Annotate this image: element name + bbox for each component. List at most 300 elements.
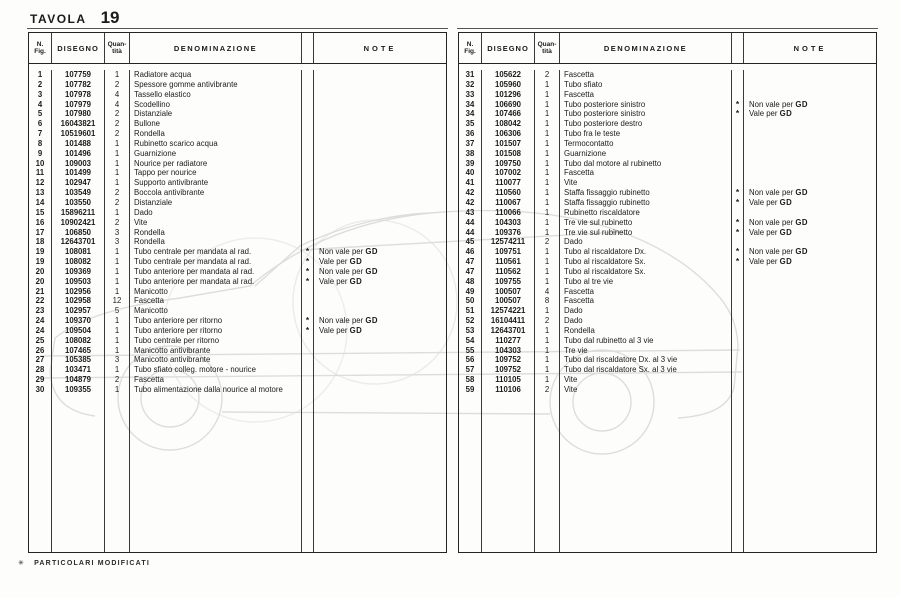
disegno-cell: 108081 bbox=[52, 247, 105, 257]
note-cell bbox=[314, 90, 446, 100]
note-cell bbox=[314, 218, 446, 228]
denominazione-cell: Tubo anteriore per ritorno bbox=[130, 316, 302, 326]
note-code: GD bbox=[365, 316, 378, 326]
header-disegno: DISEGNO bbox=[52, 33, 105, 63]
fig-number-cell: 59 bbox=[459, 385, 482, 395]
denominazione-cell: Tubo fra le teste bbox=[560, 129, 732, 139]
note-star-cell bbox=[732, 159, 744, 169]
denominazione-cell: Distanziale bbox=[130, 109, 302, 119]
quantity-cell: 1 bbox=[105, 70, 130, 80]
denominazione-cell: Spessore gomme antivibrante bbox=[130, 80, 302, 90]
note-cell: Non vale per GD bbox=[749, 188, 808, 198]
quantity-cell: 2 bbox=[105, 129, 130, 139]
fig-number-cell: 18 bbox=[29, 237, 52, 247]
fig-number-cell: 19 bbox=[29, 257, 52, 267]
disegno-cell: 109003 bbox=[52, 159, 105, 169]
note-cell bbox=[314, 296, 446, 306]
disegno-cell: 102956 bbox=[52, 287, 105, 297]
note-star-cell: * bbox=[732, 218, 744, 228]
fig-number-cell: 33 bbox=[459, 90, 482, 100]
note-cell: Non vale per GD bbox=[749, 247, 808, 257]
quantity-cell: 1 bbox=[535, 109, 560, 119]
disegno-cell: 102957 bbox=[52, 306, 105, 316]
denominazione-cell: Tassello elastico bbox=[130, 90, 302, 100]
note-cell: Vale per GD bbox=[319, 276, 363, 286]
header-quantita: Quan- tità bbox=[105, 33, 130, 63]
quantity-cell: 1 bbox=[535, 139, 560, 149]
denominazione-cell: Tubo alimentazione dalla nourice al motore bbox=[130, 385, 302, 395]
disegno-cell: 105622 bbox=[482, 70, 535, 80]
fig-number-cell: 42 bbox=[459, 198, 482, 208]
parts-table-right bbox=[458, 32, 877, 553]
disegno-cell: 107759 bbox=[52, 70, 105, 80]
disegno-cell: 103471 bbox=[52, 365, 105, 375]
note-star-cell: * bbox=[302, 267, 314, 277]
denominazione-cell: Manicotto antivibrante bbox=[130, 355, 302, 365]
fig-number-cell: 10 bbox=[29, 159, 52, 169]
disegno-cell: 106850 bbox=[52, 228, 105, 238]
disegno-cell: 107782 bbox=[52, 80, 105, 90]
note-star-cell bbox=[732, 385, 744, 395]
note-code: GD bbox=[365, 266, 378, 276]
note-star-cell bbox=[732, 326, 744, 336]
denominazione-cell: Tubo al riscaldatore Sx. bbox=[560, 257, 732, 267]
filler-cell bbox=[560, 395, 732, 552]
header-star-column bbox=[732, 33, 744, 63]
fig-number-cell: 35 bbox=[459, 119, 482, 129]
quantity-cell: 1 bbox=[105, 316, 130, 326]
quantity-cell: 1 bbox=[535, 178, 560, 188]
disegno-cell: 101507 bbox=[482, 139, 535, 149]
disegno-cell: 101499 bbox=[52, 168, 105, 178]
denominazione-cell: Tubo al tre vie bbox=[560, 277, 732, 287]
quantity-cell: 1 bbox=[105, 159, 130, 169]
note-star-cell: * bbox=[732, 228, 744, 238]
note-star-cell: * bbox=[302, 257, 314, 267]
note-cell bbox=[314, 228, 446, 238]
quantity-cell: 1 bbox=[535, 267, 560, 277]
note-star-cell bbox=[732, 296, 744, 306]
note-cell bbox=[314, 178, 446, 188]
note-cell bbox=[744, 336, 876, 346]
quantity-cell: 2 bbox=[535, 385, 560, 395]
note-cell bbox=[314, 306, 446, 316]
quantity-cell: 1 bbox=[535, 149, 560, 159]
fig-number-cell: 25 bbox=[29, 336, 52, 346]
disegno-cell: 103550 bbox=[52, 198, 105, 208]
note-code: GD bbox=[795, 217, 808, 227]
note-code: GD bbox=[349, 325, 363, 335]
disegno-cell: 109752 bbox=[482, 365, 535, 375]
disegno-cell: 109750 bbox=[482, 159, 535, 169]
note-cell bbox=[744, 90, 876, 100]
note-star-cell bbox=[302, 346, 314, 356]
denominazione-cell: Tre vie bbox=[560, 346, 732, 356]
note-star-cell: * bbox=[732, 198, 744, 208]
fig-number-cell: 50 bbox=[459, 296, 482, 306]
quantity-cell: 1 bbox=[535, 346, 560, 356]
quantity-cell: 1 bbox=[105, 277, 130, 287]
quantity-cell: 1 bbox=[535, 306, 560, 316]
note-cell bbox=[314, 168, 446, 178]
quantity-cell: 5 bbox=[105, 306, 130, 316]
quantity-cell: 1 bbox=[535, 257, 560, 267]
denominazione-cell: Tubo anteriore per mandata al rad. bbox=[130, 277, 302, 287]
note-star-cell bbox=[302, 306, 314, 316]
filler-cell bbox=[302, 395, 314, 552]
note-star-cell: * bbox=[732, 247, 744, 257]
note-star-cell bbox=[732, 90, 744, 100]
table-header bbox=[29, 33, 446, 64]
header-quantita: Quan- tità bbox=[535, 33, 560, 63]
disegno-cell: 100507 bbox=[482, 296, 535, 306]
quantity-cell: 1 bbox=[535, 228, 560, 238]
quantity-cell: 1 bbox=[535, 100, 560, 110]
note-star-cell bbox=[732, 149, 744, 159]
note-code: GD bbox=[779, 257, 793, 267]
note-star-cell bbox=[302, 139, 314, 149]
note-cell bbox=[314, 70, 446, 80]
disegno-cell: 102947 bbox=[52, 178, 105, 188]
disegno-cell: 109376 bbox=[482, 228, 535, 238]
denominazione-cell: Fascetta bbox=[560, 296, 732, 306]
quantity-cell: 2 bbox=[535, 237, 560, 247]
filler-cell bbox=[314, 395, 446, 552]
denominazione-cell: Rubinetto riscaldatore bbox=[560, 208, 732, 218]
quantity-cell: 3 bbox=[105, 228, 130, 238]
fig-number-cell: 20 bbox=[29, 277, 52, 287]
quantity-cell: 1 bbox=[535, 198, 560, 208]
fig-number-cell: 32 bbox=[459, 80, 482, 90]
quantity-cell: 1 bbox=[105, 326, 130, 336]
note-star-cell bbox=[302, 218, 314, 228]
disegno-cell: 101296 bbox=[482, 90, 535, 100]
disegno-cell: 107002 bbox=[482, 168, 535, 178]
disegno-cell: 12574211 bbox=[482, 237, 535, 247]
quantity-cell: 1 bbox=[535, 188, 560, 198]
quantity-cell: 1 bbox=[105, 267, 130, 277]
fig-number-cell: 12 bbox=[29, 178, 52, 188]
disegno-cell: 107465 bbox=[52, 346, 105, 356]
note-star-cell bbox=[302, 237, 314, 247]
note-cell bbox=[744, 277, 876, 287]
note-cell: Non vale per GD bbox=[319, 266, 378, 276]
quantity-cell: 1 bbox=[535, 336, 560, 346]
quantity-cell: 2 bbox=[535, 316, 560, 326]
note-cell: Vale per GD bbox=[319, 257, 363, 267]
quantity-cell: 1 bbox=[105, 139, 130, 149]
disegno-cell: 110562 bbox=[482, 267, 535, 277]
disegno-cell: 10519601 bbox=[52, 129, 105, 139]
fig-number-cell: 31 bbox=[459, 70, 482, 80]
denominazione-cell: Tubo posteriore destro bbox=[560, 119, 732, 129]
fig-number-cell: 17 bbox=[29, 228, 52, 238]
note-cell bbox=[744, 80, 876, 90]
disegno-cell: 108042 bbox=[482, 119, 535, 129]
note-star-cell bbox=[732, 346, 744, 356]
quantity-cell: 1 bbox=[535, 159, 560, 169]
fig-number-cell: 47 bbox=[459, 267, 482, 277]
fig-number-cell: 34 bbox=[459, 100, 482, 110]
fig-number-cell: 3 bbox=[29, 90, 52, 100]
note-star-cell: * bbox=[732, 257, 744, 267]
note-star-cell bbox=[302, 365, 314, 375]
quantity-cell: 1 bbox=[535, 218, 560, 228]
denominazione-cell: Nourice per radiatore bbox=[130, 159, 302, 169]
note-cell: Vale per GD bbox=[749, 197, 793, 207]
quantity-cell: 1 bbox=[105, 287, 130, 297]
quantity-cell: 1 bbox=[105, 149, 130, 159]
disegno-cell: 108082 bbox=[52, 257, 105, 267]
header-disegno: DISEGNO bbox=[482, 33, 535, 63]
denominazione-cell: Tubo al riscaldatore Sx. bbox=[560, 267, 732, 277]
note-code: GD bbox=[795, 188, 808, 198]
footnote bbox=[18, 559, 150, 567]
table-body-right bbox=[459, 64, 876, 552]
disegno-cell: 101488 bbox=[52, 139, 105, 149]
note-cell bbox=[744, 316, 876, 326]
denominazione-cell: Tubo dal rubinetto al 3 vie bbox=[560, 336, 732, 346]
fig-number-cell: 22 bbox=[29, 296, 52, 306]
disegno-cell: 107979 bbox=[52, 100, 105, 110]
fig-number-cell: 42 bbox=[459, 188, 482, 198]
note-star-cell: * bbox=[302, 247, 314, 257]
fig-number-cell: 48 bbox=[459, 277, 482, 287]
denominazione-cell: Radiatore acqua bbox=[130, 70, 302, 80]
fig-number-cell: 41 bbox=[459, 178, 482, 188]
quantity-cell: 1 bbox=[105, 208, 130, 218]
denominazione-cell: Rubinetto scarico acqua bbox=[130, 139, 302, 149]
note-cell bbox=[744, 326, 876, 336]
disegno-cell: 109752 bbox=[482, 355, 535, 365]
fig-number-cell: 51 bbox=[459, 306, 482, 316]
note-cell: Non vale per GD bbox=[319, 247, 378, 257]
note-cell: Non vale per GD bbox=[749, 217, 808, 227]
note-cell bbox=[744, 159, 876, 169]
note-cell bbox=[314, 188, 446, 198]
disegno-cell: 12574221 bbox=[482, 306, 535, 316]
filler-cell bbox=[732, 395, 744, 552]
denominazione-cell: Vite bbox=[130, 218, 302, 228]
fig-number-cell: 14 bbox=[29, 198, 52, 208]
fig-number-cell: 56 bbox=[459, 355, 482, 365]
quantity-cell: 2 bbox=[105, 109, 130, 119]
disegno-cell: 10902421 bbox=[52, 218, 105, 228]
denominazione-cell: Tubo sfiato bbox=[560, 80, 732, 90]
note-cell bbox=[744, 139, 876, 149]
fig-number-cell: 54 bbox=[459, 336, 482, 346]
disegno-cell: 102958 bbox=[52, 296, 105, 306]
denominazione-cell: Tre vie sul rubinetto bbox=[560, 218, 732, 228]
note-cell: Vale per GD bbox=[319, 325, 363, 335]
quantity-cell: 12 bbox=[105, 296, 130, 306]
header-note: NOTE bbox=[793, 43, 827, 53]
note-cell bbox=[314, 100, 446, 110]
disegno-cell: 16043821 bbox=[52, 119, 105, 129]
denominazione-cell: Tubo anteriore per mandata al rad. bbox=[130, 267, 302, 277]
fig-number-cell: 43 bbox=[459, 208, 482, 218]
fig-number-cell: 47 bbox=[459, 257, 482, 267]
note-star-cell bbox=[302, 296, 314, 306]
quantity-cell: 2 bbox=[105, 80, 130, 90]
footnote-text: PARTICOLARI MODIFICATI bbox=[34, 559, 151, 567]
fig-number-cell: 49 bbox=[459, 287, 482, 297]
denominazione-cell: Tubo centrale per mandata al rad. bbox=[130, 257, 302, 267]
denominazione-cell: Guarnizione bbox=[130, 149, 302, 159]
denominazione-cell: Termocontatto bbox=[560, 139, 732, 149]
fig-number-cell: 6 bbox=[29, 119, 52, 129]
disegno-cell: 16104411 bbox=[482, 316, 535, 326]
note-star-cell bbox=[302, 336, 314, 346]
note-star-cell bbox=[732, 355, 744, 365]
note-star-cell bbox=[732, 208, 744, 218]
note-star-cell bbox=[302, 90, 314, 100]
fig-number-cell: 37 bbox=[459, 139, 482, 149]
denominazione-cell: Rondella bbox=[130, 129, 302, 139]
denominazione-cell: Tubo centrale per mandata al rad. bbox=[130, 247, 302, 257]
disegno-cell: 104879 bbox=[52, 375, 105, 385]
quantity-cell: 1 bbox=[535, 208, 560, 218]
denominazione-cell: Rondella bbox=[560, 326, 732, 336]
denominazione-cell: Dado bbox=[560, 237, 732, 247]
fig-number-cell: 16 bbox=[29, 218, 52, 228]
quantity-cell: 4 bbox=[105, 90, 130, 100]
note-star-cell bbox=[732, 129, 744, 139]
denominazione-cell: Bullone bbox=[130, 119, 302, 129]
note-star-cell: * bbox=[302, 326, 314, 336]
fig-number-cell: 58 bbox=[459, 375, 482, 385]
fig-number-cell: 23 bbox=[29, 306, 52, 316]
disegno-cell: 109755 bbox=[482, 277, 535, 287]
fig-number-cell: 11 bbox=[29, 168, 52, 178]
header-denominazione: DENOMINAZIONE bbox=[130, 33, 302, 63]
disegno-cell: 15896211 bbox=[52, 208, 105, 218]
note-cell bbox=[314, 80, 446, 90]
note-star-cell bbox=[302, 149, 314, 159]
disegno-cell: 109751 bbox=[482, 247, 535, 257]
note-cell bbox=[744, 149, 876, 159]
note-code: GD bbox=[779, 227, 793, 237]
note-star-cell bbox=[732, 70, 744, 80]
quantity-cell: 3 bbox=[105, 237, 130, 247]
denominazione-cell: Tubo sfiato colleg. motore - nourice bbox=[130, 365, 302, 375]
note-cell bbox=[744, 267, 876, 277]
note-star-cell bbox=[732, 80, 744, 90]
header-fig: N. Fig. bbox=[459, 33, 482, 63]
quantity-cell: 2 bbox=[105, 119, 130, 129]
denominazione-cell: Rondella bbox=[130, 237, 302, 247]
note-star-cell bbox=[732, 119, 744, 129]
quantity-cell: 2 bbox=[105, 198, 130, 208]
denominazione-cell: Tubo posteriore sinistro bbox=[560, 109, 732, 119]
disegno-cell: 110105 bbox=[482, 375, 535, 385]
note-code: GD bbox=[349, 276, 363, 286]
note-cell bbox=[314, 198, 446, 208]
note-cell bbox=[744, 178, 876, 188]
fig-number-cell: 15 bbox=[29, 208, 52, 218]
note-cell bbox=[744, 287, 876, 297]
header-star-column bbox=[302, 33, 314, 63]
quantity-cell: 2 bbox=[105, 218, 130, 228]
note-cell bbox=[744, 355, 876, 365]
disegno-cell: 109504 bbox=[52, 326, 105, 336]
quantity-cell: 1 bbox=[105, 178, 130, 188]
note-code: GD bbox=[795, 247, 808, 257]
note-star-cell: * bbox=[732, 109, 744, 119]
note-cell bbox=[744, 129, 876, 139]
note-star-cell bbox=[732, 168, 744, 178]
title-label: TAVOLA bbox=[30, 12, 87, 26]
quantity-cell: 1 bbox=[535, 129, 560, 139]
disegno-cell: 12643701 bbox=[52, 237, 105, 247]
denominazione-cell: Tubo al riscaldatore Dx. bbox=[560, 247, 732, 257]
note-cell bbox=[314, 375, 446, 385]
filler-cell bbox=[105, 395, 130, 552]
disegno-cell: 110277 bbox=[482, 336, 535, 346]
fig-number-cell: 46 bbox=[459, 247, 482, 257]
denominazione-cell: Tre vie sul rubinetto bbox=[560, 228, 732, 238]
disegno-cell: 12643701 bbox=[482, 326, 535, 336]
note-cell bbox=[744, 208, 876, 218]
denominazione-cell: Guarnizione bbox=[560, 149, 732, 159]
header-note: NOTE bbox=[363, 43, 397, 53]
disegno-cell: 110066 bbox=[482, 208, 535, 218]
fig-number-cell: 2 bbox=[29, 80, 52, 90]
quantity-cell: 1 bbox=[535, 375, 560, 385]
note-cell bbox=[314, 237, 446, 247]
disegno-cell: 104303 bbox=[482, 346, 535, 356]
denominazione-cell: Dado bbox=[560, 316, 732, 326]
note-cell bbox=[314, 346, 446, 356]
note-cell: Non vale per GD bbox=[749, 99, 808, 109]
quantity-cell: 1 bbox=[105, 365, 130, 375]
note-cell bbox=[314, 208, 446, 218]
note-star-cell bbox=[302, 168, 314, 178]
note-star-cell bbox=[732, 287, 744, 297]
note-star-cell bbox=[302, 208, 314, 218]
denominazione-cell: Tubo posteriore sinistro bbox=[560, 100, 732, 110]
note-star-cell bbox=[302, 375, 314, 385]
fig-number-cell: 20 bbox=[29, 267, 52, 277]
fig-number-cell: 8 bbox=[29, 139, 52, 149]
note-cell bbox=[314, 119, 446, 129]
page-title bbox=[30, 8, 119, 28]
note-cell: Non vale per GD bbox=[319, 316, 378, 326]
quantity-cell: 1 bbox=[535, 119, 560, 129]
quantity-cell: 4 bbox=[105, 100, 130, 110]
note-star-cell bbox=[302, 178, 314, 188]
denominazione-cell: Fascetta bbox=[560, 70, 732, 80]
disegno-cell: 110561 bbox=[482, 257, 535, 267]
denominazione-cell: Dado bbox=[560, 306, 732, 316]
note-cell bbox=[744, 296, 876, 306]
fig-number-cell: 9 bbox=[29, 149, 52, 159]
quantity-cell: 2 bbox=[105, 188, 130, 198]
filler-cell bbox=[52, 395, 105, 552]
denominazione-cell: Manicotto bbox=[130, 287, 302, 297]
note-star-cell bbox=[732, 267, 744, 277]
fig-number-cell: 38 bbox=[459, 149, 482, 159]
note-cell bbox=[314, 149, 446, 159]
note-cell bbox=[744, 119, 876, 129]
disegno-cell: 109503 bbox=[52, 277, 105, 287]
quantity-cell: 1 bbox=[105, 168, 130, 178]
note-cell bbox=[314, 385, 446, 395]
disegno-cell: 107466 bbox=[482, 109, 535, 119]
fig-number-cell: 53 bbox=[459, 326, 482, 336]
note-star-cell bbox=[302, 198, 314, 208]
note-star-cell bbox=[302, 109, 314, 119]
